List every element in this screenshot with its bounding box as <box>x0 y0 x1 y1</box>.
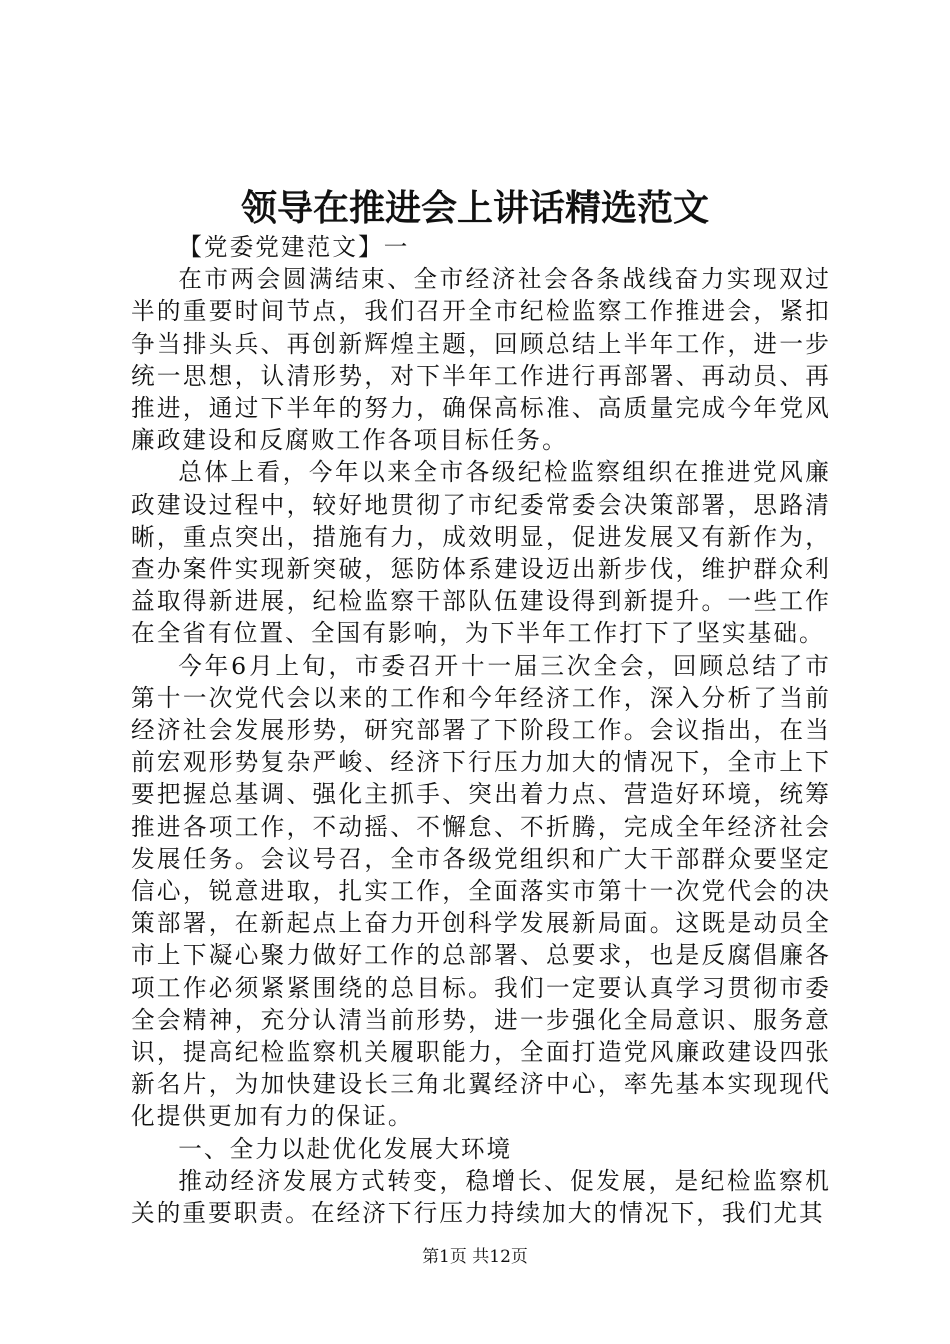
page-footer: 第1页 共12页 <box>422 1247 528 1267</box>
paragraph-2: 总体上看，今年以来全市各级纪检监察组织在推进党风廉政建设过程中，较好地贯彻了市纪委常委会决策部署，思路清晰，重点突出，措施有力，成效明显，促进发展又有新作为，查办案件实现新突破，惩防体系建设迈出新步伐，维护群众利益取得新进展，纪检监察干部队伍建设得到新提升。一些工作在全省有位置、全国有影响，为下半年工作打下了坚实基础。 <box>131 458 831 648</box>
document-body <box>131 231 831 1229</box>
paragraph-1: 在市两会圆满结束、全市经济社会各条战线奋力实现双过半的重要时间节点，我们召开全市纪检监察工作推进会，紧扣争当排头兵、再创新辉煌主题，回顾总结上半年工作，进一步统一思想，认清形势，对下半年工作进行再部署、再动员、再推进，通过下半年的努力，确保高标准、高质量完成今年党风廉政建设和反腐败工作各项目标任务。 <box>131 265 831 455</box>
section-heading-1: 一、全力以赴优化发展大环境 <box>178 1134 513 1163</box>
paragraph-4: 推动经济发展方式转变，稳增长、促发展，是纪检监察机关的重要职责。在经济下行压力持续加大的情况下，我们尤其 <box>131 1166 831 1228</box>
paragraph-category-heading: 【党委党建范文】一 <box>178 233 410 261</box>
document-title: 领导在推进会上讲话精选范文 <box>240 187 709 229</box>
paragraph-3: 今年6月上旬，市委召开十一届三次全会，回顾总结了市第十一次党代会以来的工作和今年经济工作，深入分析了当前经济社会发展形势，研究部署了下阶段工作。会议指出，在当前宏观形势复杂严峻、经济下行压力加大的情况下，全市上下要把握总基调、强化主抓手、突出着力点、营造好环境，统筹推进各项工作，不动摇、不懈怠、不折腾，完成全年经济社会发展任务。会议号召，全市各级党组织和广大干部群众要坚定信心，锐意进取，扎实工作，全面落实市第十一次党代会的决策部署，在新起点上奋力开创科学发展新局面。这既是动员全市上下凝心聚力做好工作的总部署、总要求，也是反腐倡廉各项工作必须紧紧围绕的总目标。我们一定要认真学习贯彻市委全会精神，充分认清当前形势，进一步强化全局意识、服务意识，提高纪检监察机关履职能力，全面打造党风廉政建设四张新名片，为加快建设长三角北翼经济中心，率先基本实现现代化提供更加有力的保证。 <box>131 651 831 1131</box>
